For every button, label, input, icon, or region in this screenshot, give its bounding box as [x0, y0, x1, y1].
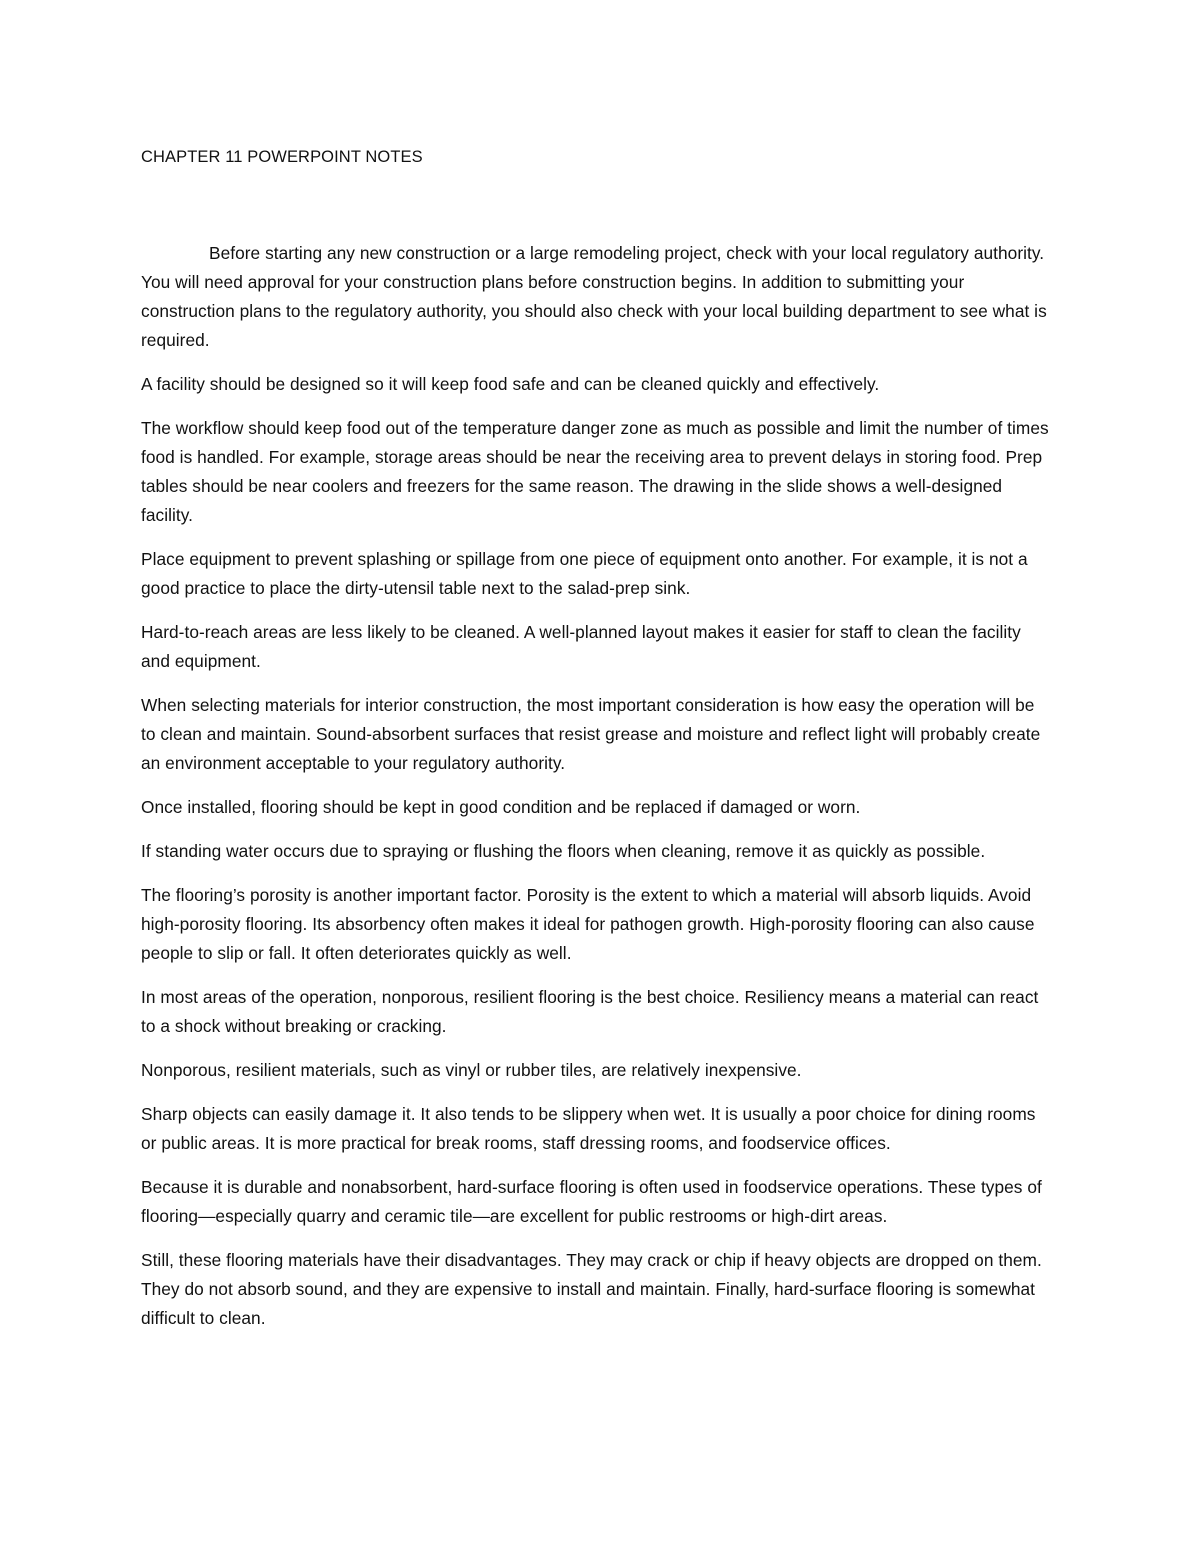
paragraph-hard-to-reach-areas: Hard-to-reach areas are less likely to be cleaned. A well-planned layout makes it easier for staff to clean the facility and equipment. — [141, 622, 1021, 671]
paragraph-resilient-materials: Nonporous, resilient materials, such as vinyl or rubber tiles, are relatively inexpensive. — [141, 1060, 802, 1080]
paragraph-interior-materials: When selecting materials for interior construction, the most important consideration is how easy the operation will be to clean and maintain. Sound-absorbent surfaces that resist grease and moisture and reflect light will probably create an environment acceptable to your regulatory authority. — [141, 695, 1041, 773]
paragraph-construction-approval: Before starting any new construction or a large remodeling project, check with your local regulatory authority. You will need approval for your construction plans before construction begins. In addition to submitting your construction plans to the regulatory authority, you should also check with your local building department to see what is required. — [141, 243, 1047, 350]
paragraph-equipment-placement: Place equipment to prevent splashing or spillage from one piece of equipment onto another. For example, it is not a good practice to place the dirty-utensil table next to the salad-prep sink. — [141, 549, 1028, 598]
paragraph-resilient-drawbacks: Sharp objects can easily damage it. It also tends to be slippery when wet. It is usually a poor choice for dining rooms or public areas. It is more practical for break rooms, staff dressing rooms, and foodservice offices. — [141, 1104, 1036, 1153]
paragraph-standing-water: If standing water occurs due to spraying or flushing the floors when cleaning, remove it as quickly as possible. — [141, 841, 986, 861]
document-title: CHAPTER 11 POWERPOINT NOTES — [141, 148, 423, 166]
paragraph-resilient-flooring: In most areas of the operation, nonporous, resilient flooring is the best choice. Resiliency means a material can react to a shock without breaking or cracking. — [141, 987, 1039, 1036]
paragraph-porosity: The flooring’s porosity is another important factor. Porosity is the extent to which a material will absorb liquids. Avoid high-porosity flooring. Its absorbency often makes it ideal for pathogen growth. High-porosity flooring can also cause people to slip or fall. It often deteriorates quickly as well. — [141, 885, 1035, 963]
paragraph-flooring-condition: Once installed, flooring should be kept in good condition and be replaced if damaged or worn. — [141, 797, 861, 817]
paragraph-hard-surface-disadvantages: Still, these flooring materials have their disadvantages. They may crack or chip if heavy objects are dropped on them. They do not absorb sound, and they are expensive to install and maintain. Finally, hard-surface flooring is somewhat difficult to clean. — [141, 1250, 1042, 1328]
paragraph-facility-design: A facility should be designed so it will keep food safe and can be cleaned quickly and effectively. — [141, 374, 880, 394]
paragraph-workflow: The workflow should keep food out of the temperature danger zone as much as possible and limit the number of times food is handled. For example, storage areas should be near the receiving area to prevent delays in storing food. Prep tables should be near coolers and freezers for the same reason. The drawing in the slide shows a well-designed facility. — [141, 418, 1049, 525]
document-body — [141, 143, 1053, 1348]
paragraph-hard-surface-flooring: Because it is durable and nonabsorbent, hard-surface flooring is often used in foodservice operations. These types of flooring—especially quarry and ceramic tile—are excellent for public restrooms or high-dirt areas. — [141, 1177, 1042, 1226]
